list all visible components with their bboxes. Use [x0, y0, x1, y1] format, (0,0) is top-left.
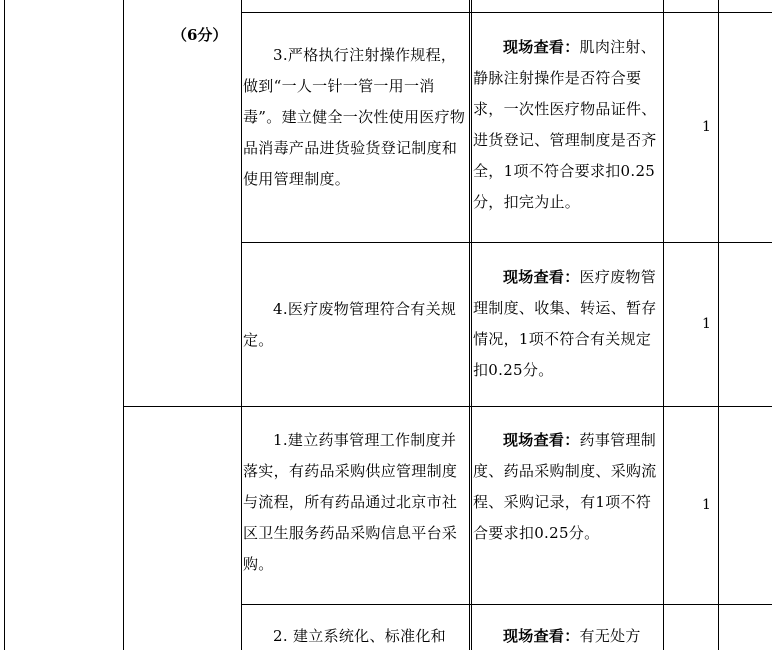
score-value: 1	[702, 316, 711, 332]
requirement-text: 4.医疗废物管理符合有关规定。	[243, 300, 457, 349]
requirement-cell	[243, 621, 467, 652]
check-method-label: 现场查看：	[503, 268, 580, 286]
check-method-cell	[473, 621, 661, 652]
col-border-7	[718, 0, 719, 650]
requirement-text: 3.严格执行注射操作规程，做到“一人一针一管一用一消毒”。建立健全一次性使用医疗物品消毒产品进货验货登记制度和使用管理制度。	[243, 46, 466, 188]
col-border-1	[4, 0, 5, 650]
section-score-label: （6分）	[172, 26, 228, 44]
requirement-cell	[243, 294, 467, 356]
check-method-text: 药事管理制度、药品采购制度、采购流程、采购记录，有1项不符合要求扣0.25分。	[473, 431, 657, 542]
score-value: 1	[702, 497, 711, 513]
row-border-4	[241, 604, 772, 605]
requirement-cell	[243, 40, 467, 195]
check-method-label: 现场查看：	[503, 38, 580, 56]
col-border-6	[663, 0, 664, 650]
row-border-2	[241, 242, 772, 243]
row-border-1	[241, 12, 772, 13]
col-border-5	[471, 0, 472, 650]
score-value: 1	[702, 119, 711, 135]
check-method-cell	[473, 32, 661, 218]
check-method-cell	[473, 425, 661, 549]
col-border-3	[241, 0, 242, 650]
requirement-cell	[243, 425, 467, 580]
col-border-2	[123, 0, 124, 650]
check-method-text: 有无处方	[579, 627, 641, 645]
check-method-cell	[473, 262, 661, 386]
requirement-text: 2. 建立系统化、标准化和	[273, 627, 446, 645]
check-method-text: 肌肉注射、静脉注射操作是否符合要求，一次性医疗物品证件、进货登记、管理制度是否齐全，1项不符合要求扣0.25分，扣完为止。	[473, 38, 657, 211]
col-border-4	[469, 0, 470, 650]
check-method-text: 医疗废物管理制度、收集、转运、暂存情况，1项不符合有关规定扣0.25分。	[473, 268, 657, 379]
check-method-label: 现场查看：	[503, 431, 580, 449]
row-border-3	[123, 406, 772, 407]
check-method-label: 现场查看：	[503, 627, 580, 645]
requirement-text: 1.建立药事管理工作制度并落实，有药品采购供应管理制度与流程，所有药品通过北京市社区卫生服务药品采购信息平台采购。	[243, 431, 458, 573]
